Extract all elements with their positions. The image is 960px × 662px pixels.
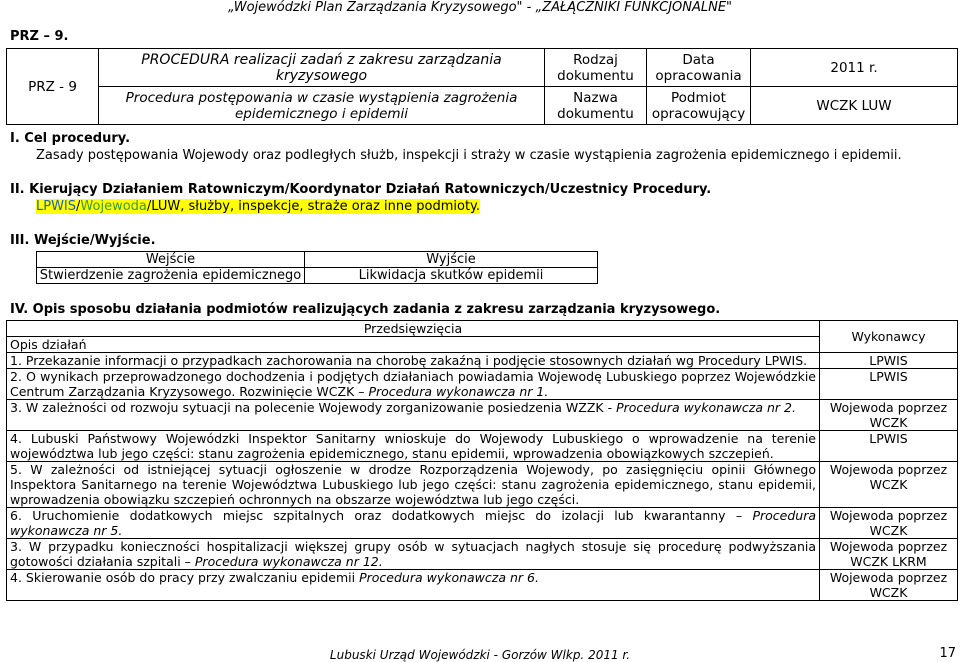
section4-heading: IV. Opis sposobu działania podmiotów realizujących zadania z zakresu zarządzania kryzysowego. bbox=[10, 302, 721, 317]
action-description: 5. W zależności od istniejącej sytuacji ogłoszenie w drodze Rozporządzenia Wojewody, po zasięgnięciu opinii Głównego Inspektora Sanitarnego na terenie Województwa Lubuskiego lub jego części: stanu zagrożenia epidemicznego, stanu epidemii, wprowadzenia obowiązku szczepień ochronnych na obszarze województwa lub jego części. bbox=[7, 462, 820, 508]
action-description: 6. Uruchomienie dodatkowych miejsc szpitalnych oraz dodatkowych miejsc do izolacji lub kwarantanny – Procedura wykonawcza nr 5. bbox=[7, 508, 820, 539]
action-executor: Wojewoda poprzez WCZK LKRM bbox=[820, 539, 958, 570]
col-executors-header: Wykonawcy bbox=[820, 321, 958, 353]
page-header: „Wojewódzki Plan Zarządzania Kryzysowego" - „ZAŁĄCZNIKI FUNKCJONALNE" bbox=[227, 0, 733, 15]
input-output-table bbox=[36, 251, 598, 284]
page-footer: Lubuski Urząd Wojewódzki - Gorzów Wlkp. 2011 r. bbox=[329, 648, 631, 662]
action-description: 4. Skierowanie osób do pracy przy zwalczaniu epidemii Procedura wykonawcza nr 6. bbox=[7, 570, 820, 601]
table-row bbox=[7, 369, 958, 400]
participant-others: LUW, służby, inspekcje, straże oraz inne podmioty. bbox=[151, 199, 481, 214]
procedure-code: PRZ - 9 bbox=[7, 49, 99, 125]
table-row bbox=[7, 462, 958, 508]
date-label: Data opracowania bbox=[647, 49, 751, 87]
action-description: 2. O wynikach przeprowadzonego dochodzenia i podjętych działaniach powiadamia Wojewodę Lubuskiego poprzez Wojewódzkie Centrum Zarządzania Kryzysowego. Rozwinięcie WCZK – Procedura wykonawcza nr 1. bbox=[7, 369, 820, 400]
table-row bbox=[7, 431, 958, 462]
action-executor: LPWIS bbox=[820, 353, 958, 369]
page-number: 17 bbox=[939, 646, 956, 661]
procedure-title: PROCEDURA realizacji zadań z zakresu zarządzania kryzysowego bbox=[99, 49, 545, 87]
table-row bbox=[7, 353, 958, 369]
input-value: Stwierdzenie zagrożenia epidemicznego bbox=[37, 268, 305, 284]
action-description: 3. W zależności od rozwoju sytuacji na polecenie Wojewody zorganizowanie posiedzenia WZZK - Procedura wykonawcza nr 2. bbox=[7, 400, 820, 431]
table-row bbox=[7, 400, 958, 431]
procedure-header-table bbox=[6, 48, 958, 125]
action-executor: LPWIS bbox=[820, 431, 958, 462]
action-executor: Wojewoda poprzez WCZK bbox=[820, 462, 958, 508]
author-value: WCZK LUW bbox=[751, 87, 958, 125]
procedure-name: Procedura postępowania w czasie wystąpienia zagrożenia epidemicznego i epidemii bbox=[99, 87, 545, 125]
action-description: 4. Lubuski Państwowy Wojewódzki Inspektor Sanitarny wnioskuje do Wojewody Lubuskiego o wprowadzenie na terenie województwa lub jego części: stanu zagrożenia epidemicznego, stanu epidemii, wprowadzenia obowiązkowych szczepień. bbox=[7, 431, 820, 462]
action-executor: Wojewoda poprzez WCZK bbox=[820, 570, 958, 601]
section3-heading: III. Wejście/Wyjście. bbox=[10, 233, 156, 248]
col-desc-header: Opis działań bbox=[7, 337, 820, 353]
doc-name-label: Nazwa dokumentu bbox=[545, 87, 647, 125]
procedure-code-label: PRZ – 9. bbox=[10, 29, 69, 44]
section1-text: Zasady postępowania Wojewody oraz podległych służb, inspekcji i straży w czasie wystąpienia zagrożenia epidemicznego i epidemii. bbox=[36, 148, 902, 163]
doc-type-label: Rodzaj dokumentu bbox=[545, 49, 647, 87]
actions-rows bbox=[7, 353, 958, 601]
action-description: 3. W przypadku konieczności hospitalizacji większej grupy osób w sytuacjach nagłych stosuje się procedurę podwyższania gotowości działania szpitali – Procedura wykonawcza nr 12. bbox=[7, 539, 820, 570]
table-row bbox=[7, 539, 958, 570]
participant-wojewoda: Wojewoda bbox=[80, 199, 147, 214]
date-value: 2011 r. bbox=[751, 49, 958, 87]
table-row bbox=[7, 508, 958, 539]
author-label: Podmiot opracowujący bbox=[647, 87, 751, 125]
table-row bbox=[7, 570, 958, 601]
input-label: Wejście bbox=[37, 252, 305, 268]
section2-participants: LPWIS/Wojewoda/LUW, służby, inspekcje, straże oraz inne podmioty. bbox=[36, 199, 481, 214]
action-executor: Wojewoda poprzez WCZK bbox=[820, 400, 958, 431]
section1-heading: I. Cel procedury. bbox=[10, 131, 131, 146]
action-description: 1. Przekazanie informacji o przypadkach zachorowania na chorobę zakaźną i podjęcie stosownych działań wg Procedury LPWIS. bbox=[7, 353, 820, 369]
col-actions-header: Przedsięwzięcia bbox=[7, 321, 820, 337]
action-executor: Wojewoda poprzez WCZK bbox=[820, 508, 958, 539]
output-value: Likwidacja skutków epidemii bbox=[305, 268, 598, 284]
action-executor: LPWIS bbox=[820, 369, 958, 400]
output-label: Wyjście bbox=[305, 252, 598, 268]
participant-lpwis: LPWIS bbox=[36, 199, 77, 214]
actions-table bbox=[6, 320, 958, 601]
section2-heading: II. Kierujący Działaniem Ratowniczym/Koordynator Działań Ratowniczych/Uczestnicy Procedury. bbox=[10, 182, 712, 197]
